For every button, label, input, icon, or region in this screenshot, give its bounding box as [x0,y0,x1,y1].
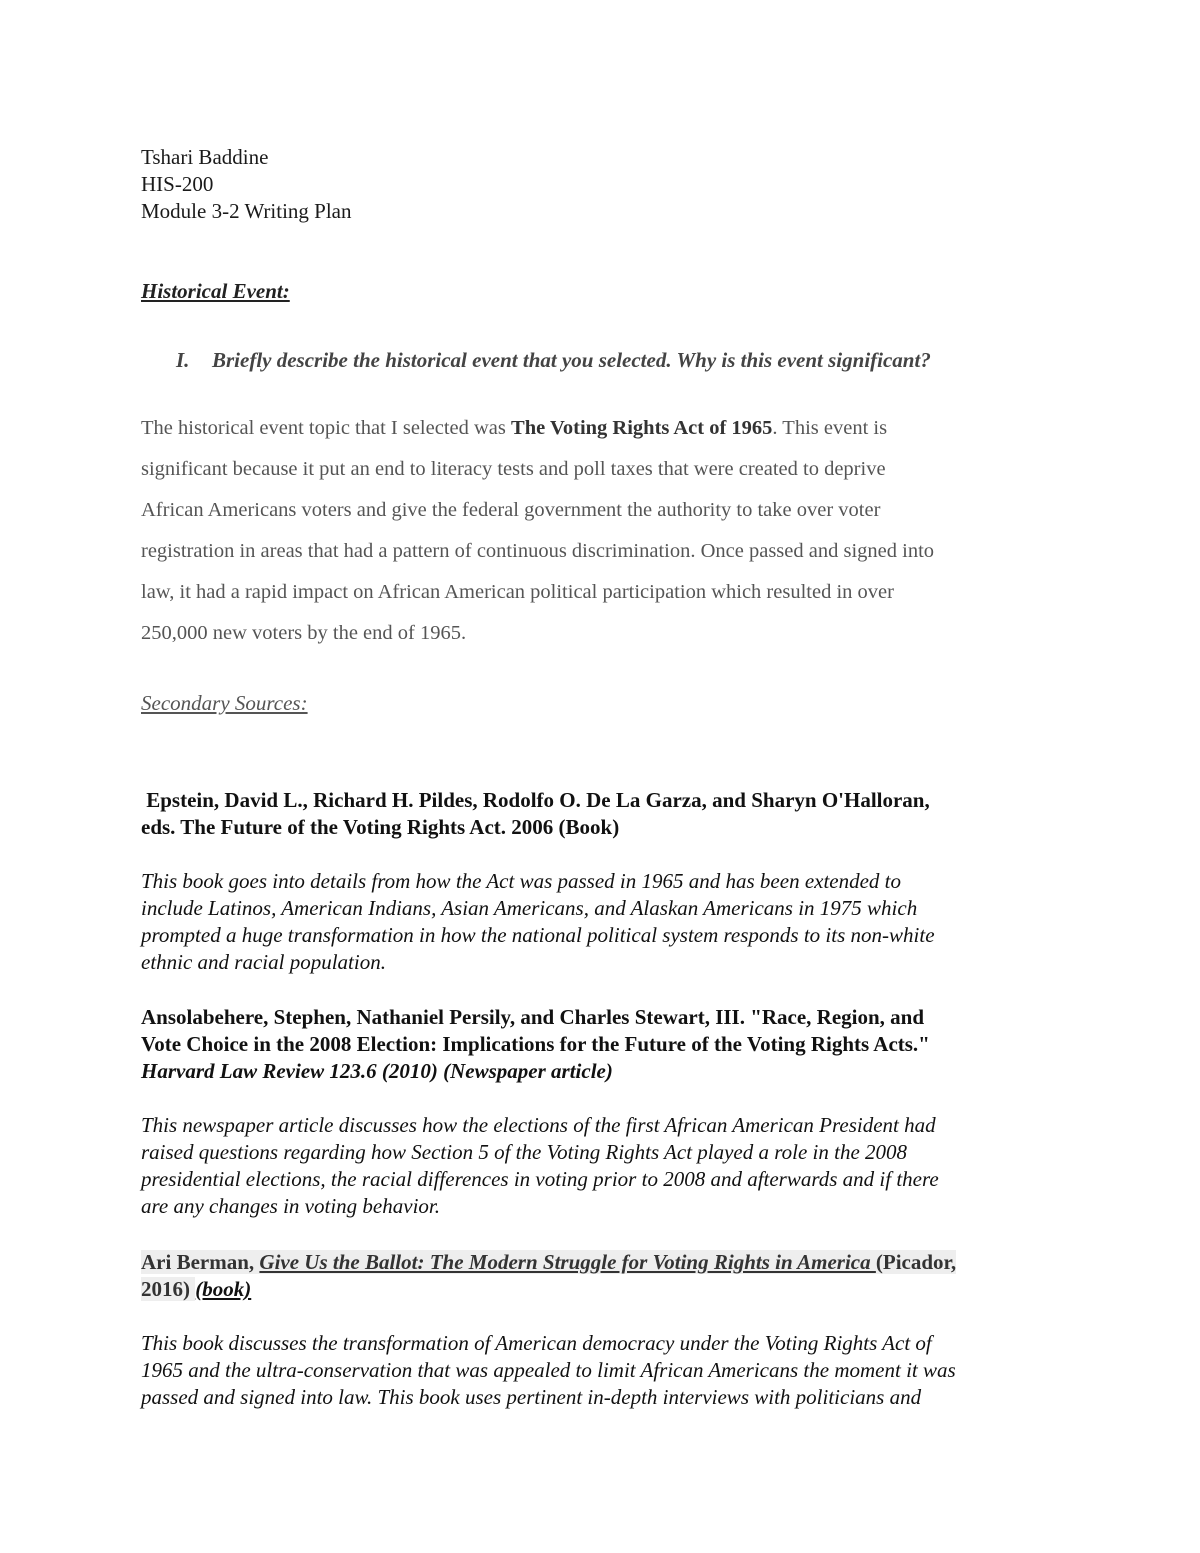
source-3-publisher: (Picador, [875,1250,957,1274]
assignment-title: Module 3-2 Writing Plan [141,199,352,223]
source-2-citation: Ansolabehere, Stephen, Nathaniel Persily, and Charles Stewart, III. "Race, Region, and Vote Choice in the 2008 Election: Implications for the Future of the Voting Rights Acts." Harvard Law Review 123.6 (2010) (Newspaper article) [141,1005,930,1083]
event-name: The Voting Rights Act of 1965 [511,417,773,439]
paragraph-line-5: law, it had a rapid impact on African American political participation which resulted in over [141,581,894,603]
question-text: Briefly describe the historical event that you selected. Why is this event significant? [212,348,931,372]
source-3-type: (book) [195,1277,252,1301]
source-2-journal: Harvard Law Review 123.6 (2010) (Newspaper article) [141,1059,613,1083]
source-3-author: Ari Berman, [141,1250,260,1274]
paragraph-line-1: The historical event topic that I selected was The Voting Rights Act of 1965. This event is [141,417,888,439]
source-3-year: 2016) [141,1277,196,1301]
event-paragraph [141,408,934,654]
paragraph-line-4: registration in areas that had a pattern of continuous discrimination. Once passed and signed into [141,540,935,562]
paragraph-line-2: significant because it put an end to literacy tests and poll taxes that were created to deprive [141,458,886,480]
paragraph-line-3: African Americans voters and give the federal government the authority to take over voter [141,499,881,521]
source-1-annotation: This book goes into details from how the Act was passed in 1965 and has been extended to include Latinos, American Indians, Asian Americans, and Alaskan Americans in 1975 which prompted a huge transformation in how the national political system responds to its non-white ethnic and racial population. [141,869,935,974]
author-name: Tshari Baddine [141,145,269,169]
secondary-sources-heading: Secondary Sources: [141,691,308,715]
question-1 [176,348,931,373]
source-2-annotation: This newspaper article discusses how the elections of the first African American President had raised questions regarding how Section 5 of the Voting Rights Act played a role in the 2008 presidential elections, the racial differences in voting prior to 2008 and afterwards and if there are any changes in voting behavior. [141,1113,939,1218]
source-3-annotation: This book discusses the transformation of American democracy under the Voting Rights Act of 1965 and the ultra-conservation that was appealed to limit African Americans the moment it was passed and signed into law. This book uses pertinent in-depth interviews with politicians and [141,1331,956,1409]
historical-event-heading: Historical Event: [141,279,290,303]
paragraph-line-6: 250,000 new voters by the end of 1965. [141,622,467,644]
question-number: I. [176,348,190,372]
source-3-title: Give Us the Ballot: The Modern Struggle for Voting Rights in America [259,1250,876,1274]
source-3-citation [141,1249,956,1303]
course-code: HIS-200 [141,172,214,196]
source-1-citation: Epstein, David L., Richard H. Pildes, Rodolfo O. De La Garza, and Sharyn O'Halloran, eds. The Future of the Voting Rights Act. 2006 (Book) [141,788,930,839]
